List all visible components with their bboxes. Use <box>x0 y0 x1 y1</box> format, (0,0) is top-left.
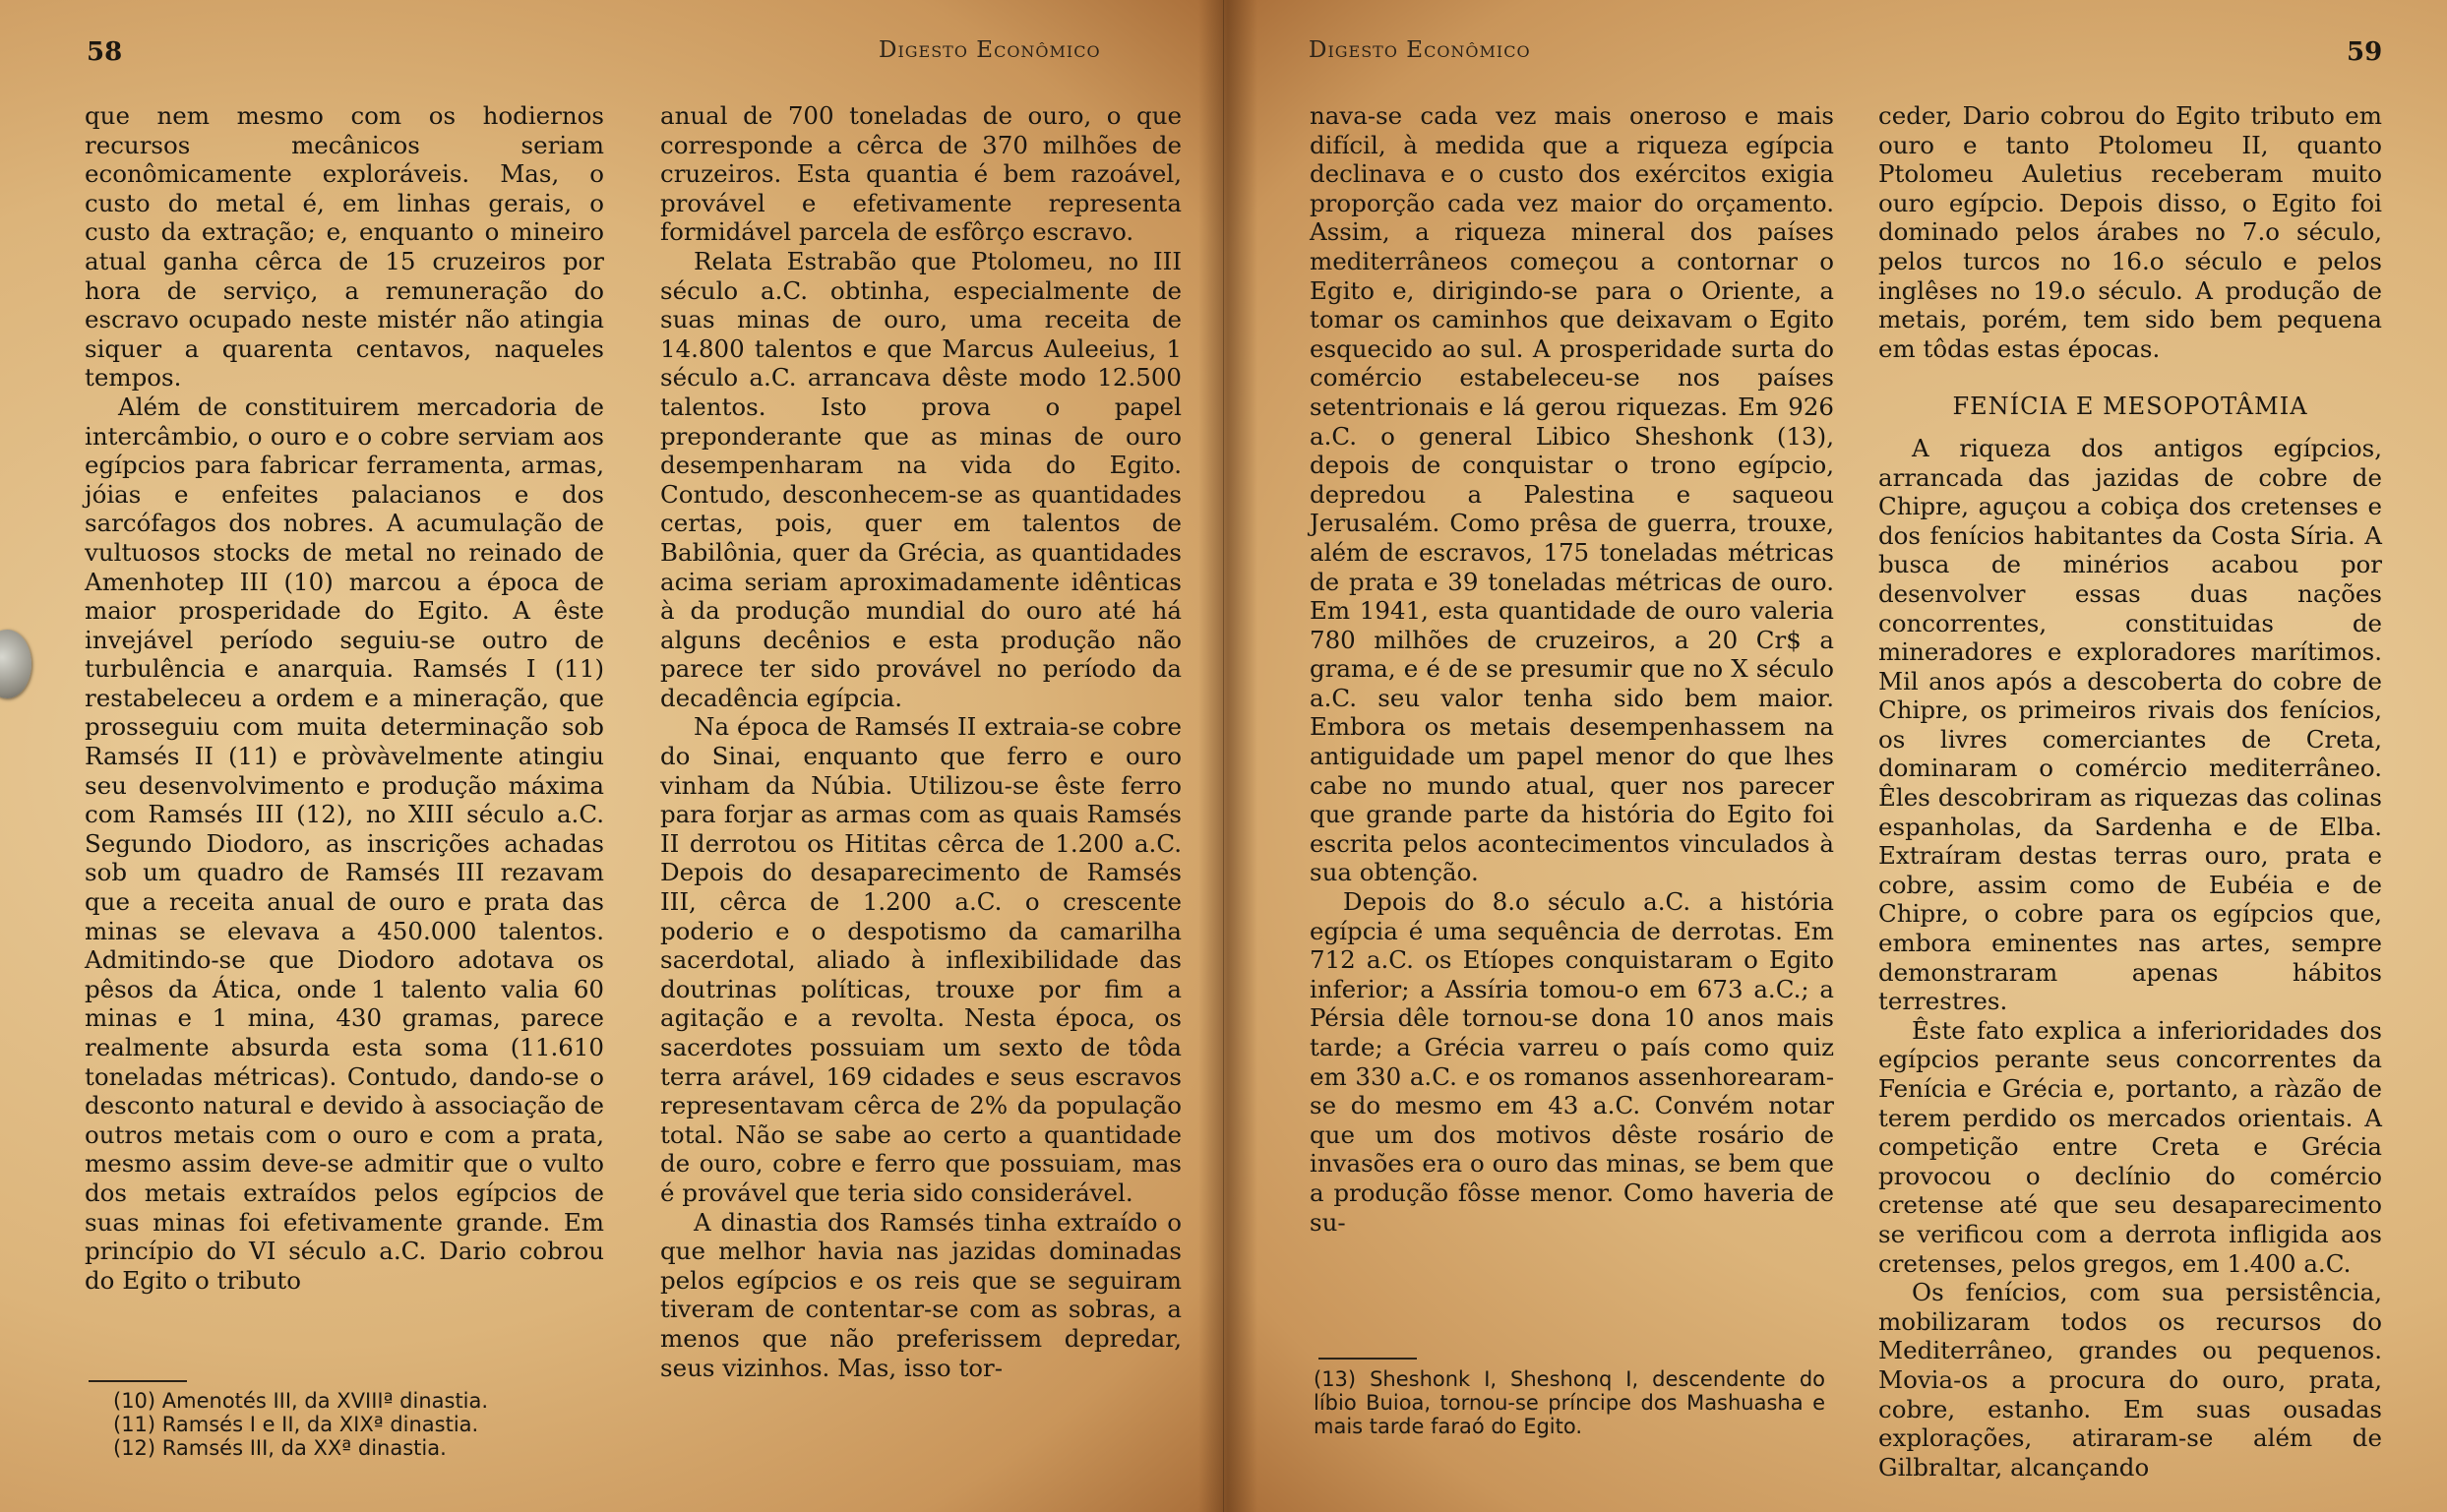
footnote: (13) Sheshonk I, Sheshonq I, descendente do líbio Buioa, tornou-se príncipe dos Mashuasha e mais tarde faraó do Egito. <box>1314 1367 1825 1438</box>
paragraph: Na época de Ramsés II extraia-se cobre do Sinai, enquanto que ferro e ouro vinham da Núbia. Utilizou-se êste ferro para forjar as armas com as quais Ramsés II derrotou os Hititas cêrca de 1.200 a.C. Depois do desaparecimento de Ramsés III, cêrca de 1.200 a.C. o crescente poderio e o despotismo da camarilha sacerdotal, aliado à inflexibilidade das doutrinas políticas, trouxe por fim a agitação e a revolta. Nesta época, os sacerdotes possuiam um sexto de tôda terra arável, 169 cidades e seus escravos representavam cêrca de 2% da população total. Não se sabe ao certo a quantidade de ouro, cobre e ferro que possuiam, mas é provável que teria sido considerável. <box>660 712 1182 1207</box>
paragraph: nava-se cada vez mais oneroso e mais difícil, à medida que a riqueza egípcia declinava e o custo dos exércitos exigia proporção cada vez maior do orçamento. Assim, a riqueza mineral dos países mediterrâneos começou a contornar o Egito e, dirigindo-se para o Oriente, a tomar os caminhos que deixavam o Egito esquecido ao sul. A prosperidade surta do comércio estabeleceu-se nos países setentrionais e lá gerou riquezas. Em 926 a.C. o general Libico Sheshonk (13), depois de conquistar o trono egípcio, depredou a Palestina e saqueou Jerusalém. Como prêsa de guerra, trouxe, além de escravos, 175 toneladas métricas de prata e 39 toneladas métricas de ouro. Em 1941, esta quantidade de ouro valeria 780 milhões de cruzeiros, a 20 Cr$ a grama, e é de se presumir que no X século a.C. seu valor tenha sido bem maior. Embora os metais desempenhassem na antiguidade um papel menor do que lhes cabe no mundo atual, quer nos parecer que grande parte da história do Egito foi escrita pelos acontecimentos vinculados à sua obtenção. <box>1310 101 1834 887</box>
right-running-head: Digesto Econômico <box>1309 37 1531 63</box>
right-footnotes <box>1314 1367 1825 1438</box>
paragraph: Êste fato explica a inferioridades dos egípcios perante seus concorrentes da Fenícia e Grécia e, portanto, a ràzão de terem perdido os mercados orientais. A competição entre Creta e Grécia provocou o declínio do comércio cretense até que seu desaparecimento se verificou com a derrota infligida aos cretenses, pelos gregos, em 1.400 a.C. <box>1878 1015 2382 1278</box>
paragraph: Os fenícios, com sua persistência, mobilizaram todos os recursos do Mediterrâneo, grandes ou pequenos. Movia-os a procura do ouro, prata, cobre, estanho. Em suas ousadas explorações, atiraram-se além de Gilbraltar, alcançando <box>1878 1278 2382 1482</box>
right-page-number: 59 <box>2347 37 2383 67</box>
footnote: (12) Ramsés III, da XXª dinastia. <box>113 1436 447 1460</box>
footnote: (10) Amenotés III, da XVIIIª dinastia. <box>113 1389 489 1413</box>
footnote: (11) Ramsés I e II, da XIXª dinastia. <box>113 1413 479 1436</box>
right-page-column-1 <box>1310 101 1834 1237</box>
right-footnote-rule <box>1318 1358 1417 1360</box>
paragraph: que nem mesmo com os hodiernos recursos mecânicos seriam econômicamente exploráveis. Mas, o custo do metal é, em linhas gerais, o custo da extração; e, enquanto o mineiro atual ganha cêrca de 15 cruzeiros por hora de serviço, a remuneração do escravo ocupado neste mistér não atingia siquer a quarenta centavos, naqueles tempos. <box>85 101 604 393</box>
left-running-head: Digesto Econômico <box>879 37 1101 63</box>
paper-clip-mark <box>0 630 31 698</box>
left-footnotes <box>113 1389 625 1460</box>
left-page-column-2 <box>660 101 1182 1382</box>
left-page-column-1 <box>85 101 604 1295</box>
left-page-number: 58 <box>87 37 123 67</box>
paragraph: Relata Estrabão que Ptolomeu, no III século a.C. obtinha, especialmente de suas minas de ouro, uma receita de 14.800 talentos e que Marcus Auleeius, 1 século a.C. arrancava dêste modo 12.500 talentos. Isto prova o papel preponderante que as minas de ouro desempenharam na vida do Egito. Contudo, desconhecem-se as quantidades certas, pois, quer em talentos de Babilônia, quer da Grécia, as quantidades acima seriam aproximadamente idênticas à da produção mundial do ouro até há alguns decênios e esta produção não parece ter sido provável no período da decadência egípcia. <box>660 246 1182 712</box>
paragraph: ceder, Dario cobrou do Egito tributo em ouro e tanto Ptolomeu II, quanto Ptolomeu Auletius receberam muito ouro egípcio. Depois disso, o Egito foi dominado pelos árabes no 7.o século, pelos turcos no 16.o século e pelos inglêses no 19.o século. A produção de metais, porém, tem sido bem pequena em tôdas estas épocas. <box>1878 101 2382 363</box>
paragraph: Depois do 8.o século a.C. a história egípcia é uma sequência de derrotas. Em 712 a.C. os Etíopes conquistaram o Egito inferior; a Assíria tomou-o em 673 a.C.; a Pérsia dêle tornou-se dona 10 anos mais tarde; a Grécia varreu o país como quiz em 330 a.C. e os romanos assenhorearam-se do mesmo em 43 a.C. Convém notar que um dos motivos dêste rosário de invasões era o ouro das minas, se bem que a produção fôsse menor. Como haveria de su- <box>1310 887 1834 1237</box>
section-title: FENÍCIA E MESOPOTÂMIA <box>1952 393 2308 421</box>
left-footnote-rule <box>89 1380 187 1382</box>
right-page-column-2 <box>1878 101 2382 1482</box>
paragraph: anual de 700 toneladas de ouro, o que corresponde a cêrca de 370 milhões de cruzeiros. Esta quantia é bem razoável, provável e efetivamente representa formidável parcela de esfôrço escravo. <box>660 101 1182 247</box>
book-gutter <box>1198 0 1257 1512</box>
paragraph: A riqueza dos antigos egípcios, arrancada das jazidas de cobre de Chipre, aguçou a cobiça dos cretenses e dos fenícios habitantes da Costa Síria. A busca de minérios acabou por desenvolver essas duas nações concorrentes, constituidas de mineradores e exploradores marítimos. Mil anos após a descoberta do cobre de Chipre, os primeiros rivais dos fenícios, os livres comerciantes de Creta, dominaram o comércio mediterrâneo. Êles descobriram as riquezas das colinas espanholas, da Sardenha e de Elba. Extraíram destas terras ouro, prata e cobre, assim como de Eubéia e de Chipre, o cobre para os egípcios que, embora eminentes nas artes, sempre demonstraram apenas hábitos terrestres. <box>1878 433 2382 1016</box>
paragraph: Além de constituirem mercadoria de intercâmbio, o ouro e o cobre serviam aos egípcios para fabricar ferramenta, armas, jóias e enfeites palacianos e dos sarcófagos dos nobres. A acumulação de vultuosos stocks de metal no reinado de Amenhotep III (10) marcou a época de maior prosperidade do Egito. A êste invejável período seguiu-se outro de turbulência e anarquia. Ramsés I (11) restabeleceu a ordem e a mineração, que prosseguiu com muita determinação sob Ramsés II (11) e pròvàvelmente atingiu seu desenvolvimento e produção máxima com Ramsés III (12), no XIII século a.C. Segundo Diodoro, as inscrições achadas sob um quadro de Ramsés III rezavam que a receita anual de ouro e prata das minas se elevava a 450.000 talentos. Admitindo-se que Diodoro adotava os pêsos da Ática, onde 1 talento valia 60 minas e 1 mina, 430 gramas, parece realmente absurda esta soma (11.610 toneladas métricas). Contudo, dando-se o desconto natural e devido à associação de outros metais com o ouro e com a prata, mesmo assim deve-se admitir que o vulto dos metais extraídos pelos egípcios de suas minas foi efetivamente grande. Em princípio do VI século a.C. Dario cobrou do Egito o tributo <box>85 392 604 1295</box>
paragraph: A dinastia dos Ramsés tinha extraído o que melhor havia nas jazidas dominadas pelos egípcios e os reis que se seguiram tiveram de contentar-se com as sobras, a menos que não preferissem depredar, seus vizinhos. Mas, isso tor- <box>660 1207 1182 1382</box>
